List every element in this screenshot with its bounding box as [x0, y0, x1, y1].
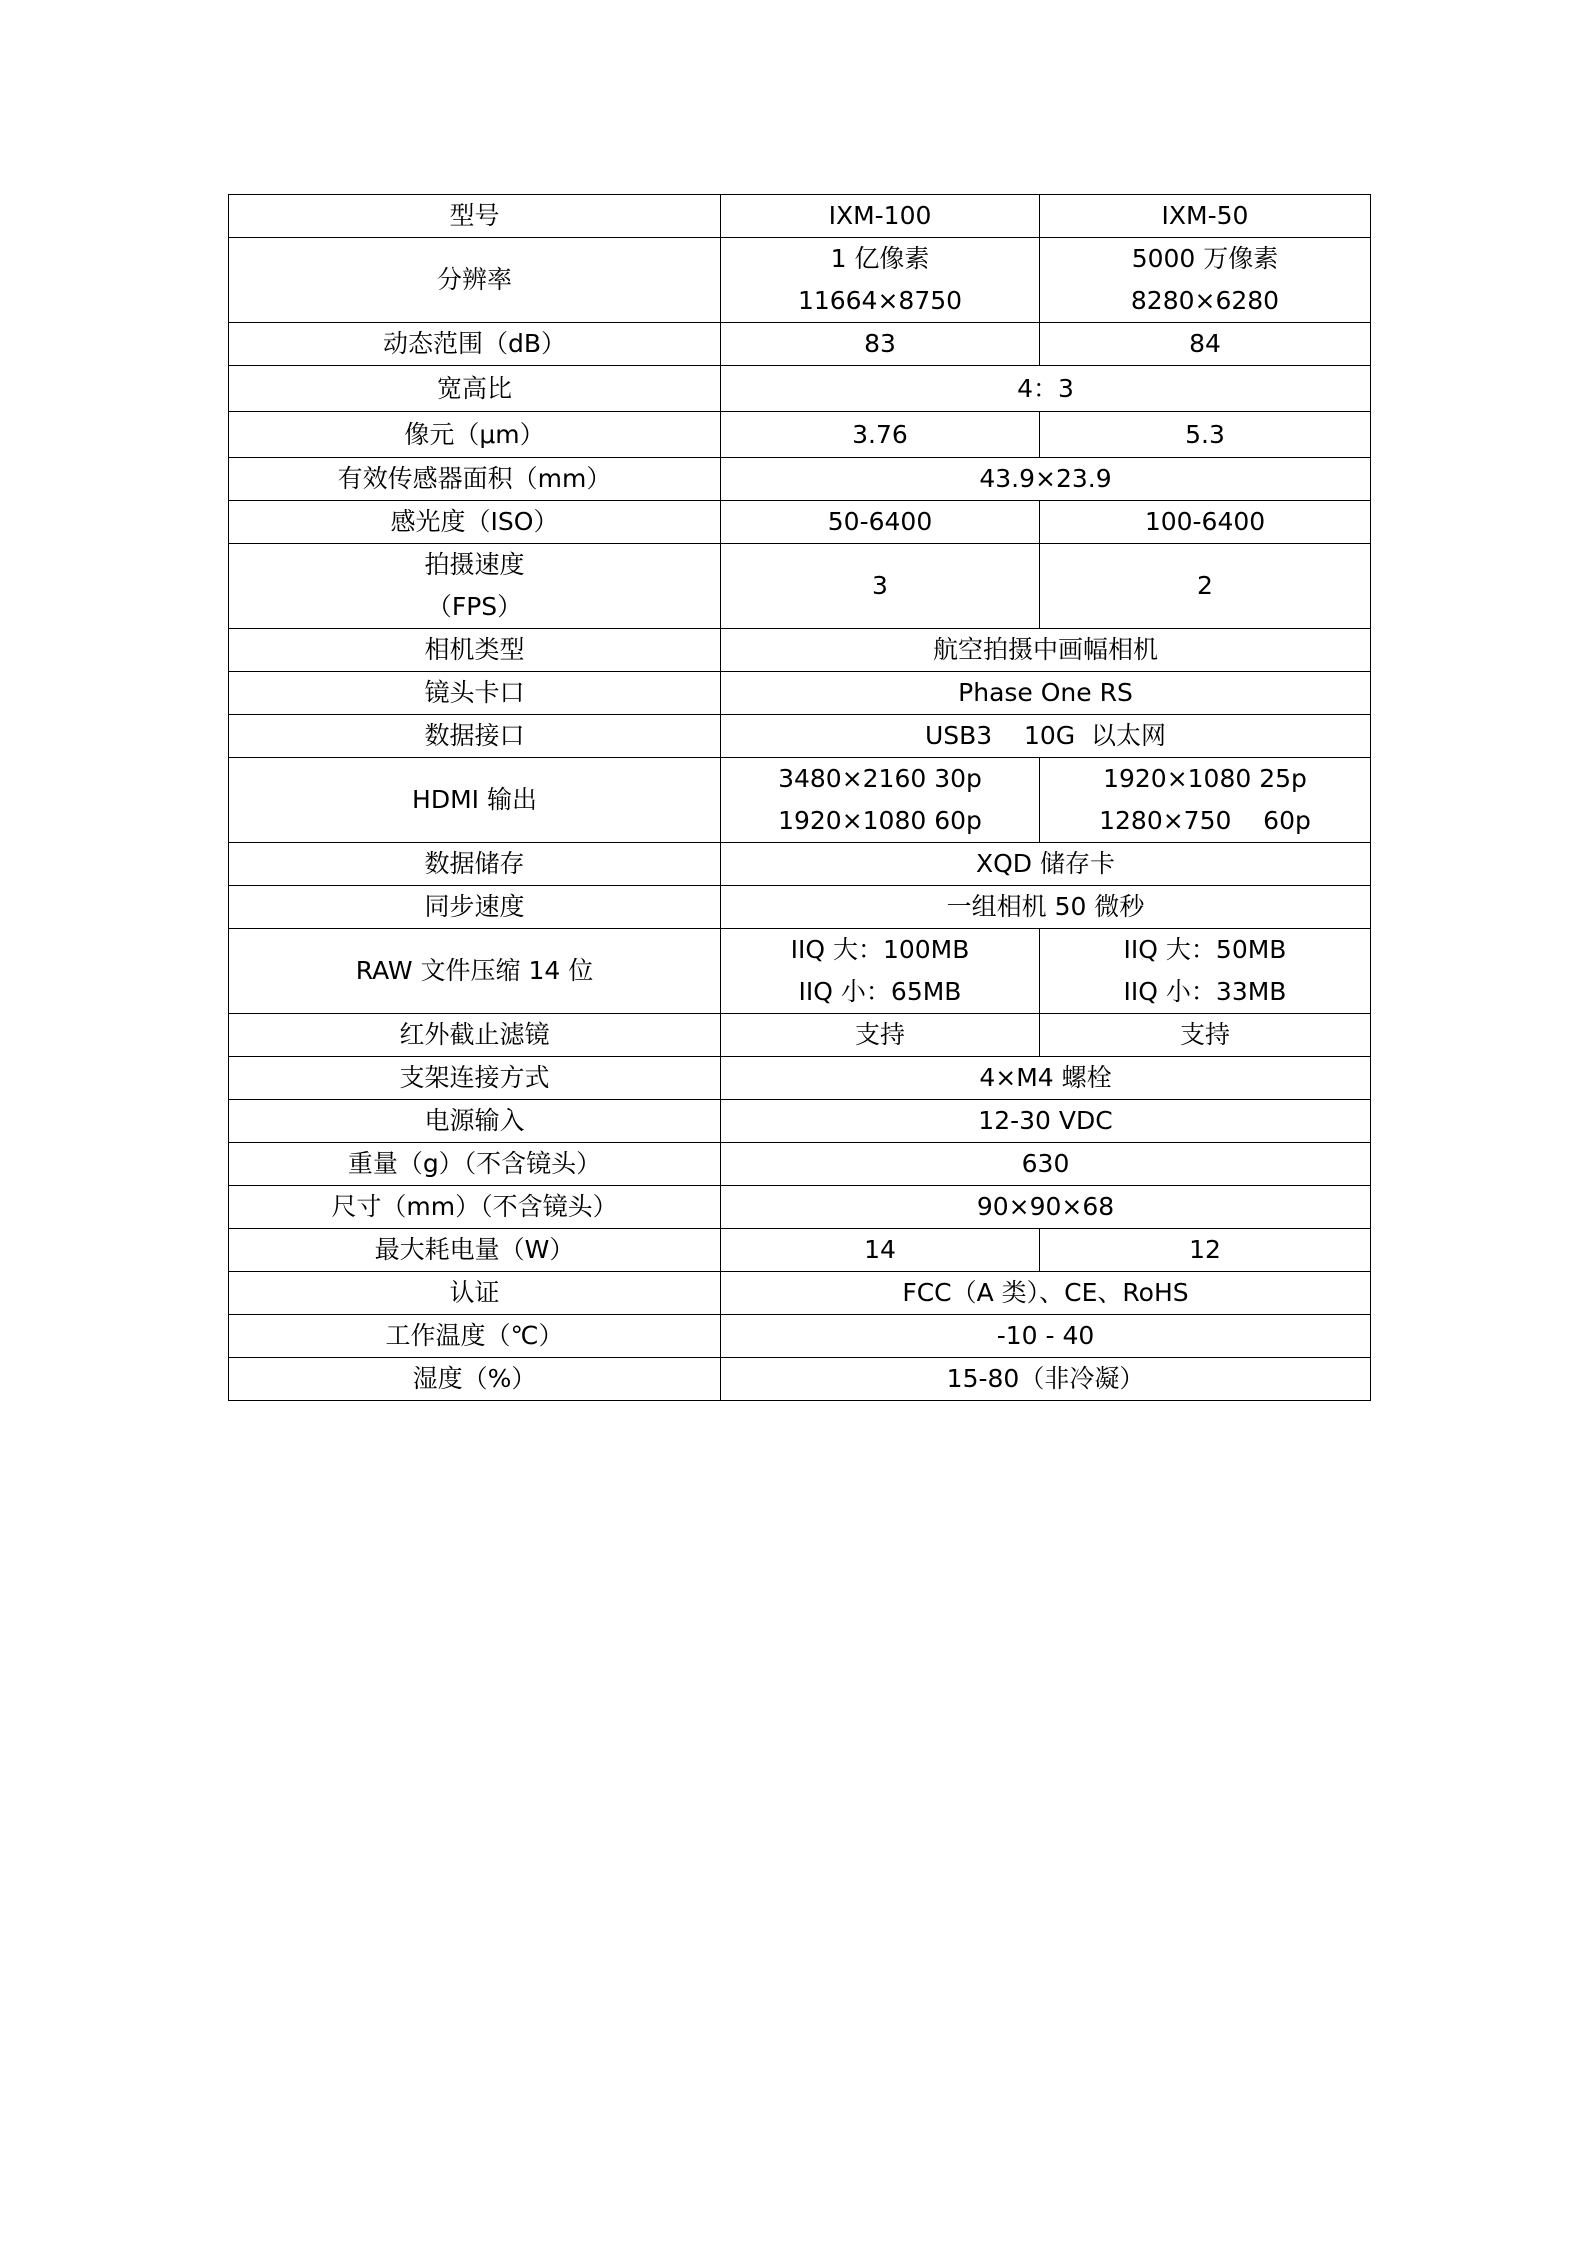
cell-merged: [721, 715, 1371, 758]
table-row-aspect-ratio: [229, 366, 1371, 412]
cell-b: 2: [1040, 544, 1371, 629]
cell-line: 8280×6280: [1130, 286, 1280, 315]
table-row-weight: [229, 1143, 1371, 1186]
label-line: 拍摄速度: [424, 550, 525, 579]
row-label: 湿度（%）: [229, 1358, 721, 1401]
table-row-fps: [229, 544, 1371, 629]
cell-a: 83: [721, 323, 1040, 366]
label-line: （FPS）: [426, 592, 523, 621]
cell-merged: 12-30 VDC: [721, 1100, 1371, 1143]
row-label: 电源输入: [229, 1100, 721, 1143]
table-row-certification: [229, 1272, 1371, 1315]
cell-text: USB3 10G 以太网: [924, 721, 1167, 750]
row-label: 分辨率: [229, 238, 721, 323]
table-row-mount: [229, 1057, 1371, 1100]
cell-line: IIQ 小：33MB: [1123, 977, 1287, 1006]
row-label: 尺寸（mm）（不含镜头）: [229, 1186, 721, 1229]
row-label: RAW 文件压缩 14 位: [229, 929, 721, 1014]
cell-merged: 630: [721, 1143, 1371, 1186]
row-label: 镜头卡口: [229, 672, 721, 715]
cell-line: 1 亿像素: [830, 244, 930, 273]
cell-merged: 4×M4 螺栓: [721, 1057, 1371, 1100]
row-label: HDMI 输出: [229, 758, 721, 843]
cell-line: 3480×2160 30p: [778, 764, 982, 793]
cell-a: [721, 238, 1040, 323]
table-row-sync-speed: [229, 886, 1371, 929]
cell-merged: 一组相机 50 微秒: [721, 886, 1371, 929]
cell-a: 3: [721, 544, 1040, 629]
cell-b: 84: [1040, 323, 1371, 366]
cell-merged: 航空拍摄中画幅相机: [721, 629, 1371, 672]
row-label: 有效传感器面积（mm）: [229, 458, 721, 501]
cell-a: [721, 758, 1040, 843]
table-row-pixel-size: [229, 412, 1371, 458]
cell-b: 支持: [1040, 1014, 1371, 1057]
cell-b: 12: [1040, 1229, 1371, 1272]
cell-a: 3.76: [721, 412, 1040, 458]
cell-a: 14: [721, 1229, 1040, 1272]
cell-a: 50-6400: [721, 501, 1040, 544]
cell-merged: 43.9×23.9: [721, 458, 1371, 501]
table-row-raw: [229, 929, 1371, 1014]
cell-merged: XQD 储存卡: [721, 843, 1371, 886]
cell-line: IIQ 大：50MB: [1123, 935, 1287, 964]
table-row-hdmi: [229, 758, 1371, 843]
cell-b: 100-6400: [1040, 501, 1371, 544]
table-row-power-input: [229, 1100, 1371, 1143]
cell-line: 1920×1080 25p: [1103, 764, 1307, 793]
row-label: 同步速度: [229, 886, 721, 929]
cell-line: IIQ 小：65MB: [798, 977, 962, 1006]
table-row-dynamic-range: [229, 323, 1371, 366]
table-row-max-power: [229, 1229, 1371, 1272]
cell-b: [1040, 929, 1371, 1014]
table-row-lens-mount: [229, 672, 1371, 715]
table-row-humidity: [229, 1358, 1371, 1401]
row-label: 型号: [229, 195, 721, 238]
table-row-iso: [229, 501, 1371, 544]
row-label: 宽高比: [229, 366, 721, 412]
spec-table: [228, 194, 1371, 1401]
row-label: 动态范围（dB）: [229, 323, 721, 366]
row-label: 像元（μm）: [229, 412, 721, 458]
table-row-sensor-area: [229, 458, 1371, 501]
table-row-dimensions: [229, 1186, 1371, 1229]
cell-line: 1920×1080 60p: [778, 806, 982, 835]
table-row-model: [229, 195, 1371, 238]
cell-merged: FCC（A 类）、CE、RoHS: [721, 1272, 1371, 1315]
cell-a: [721, 929, 1040, 1014]
row-label: 数据储存: [229, 843, 721, 886]
model-a-header: IXM-100: [721, 195, 1040, 238]
table-row-storage: [229, 843, 1371, 886]
row-label: 工作温度（℃）: [229, 1315, 721, 1358]
table-row-camera-type: [229, 629, 1371, 672]
row-label: 数据接口: [229, 715, 721, 758]
cell-b: 5.3: [1040, 412, 1371, 458]
cell-line: 11664×8750: [797, 286, 963, 315]
cell-merged: Phase One RS: [721, 672, 1371, 715]
cell-line: 1280×750 60p: [1099, 806, 1311, 835]
row-label: 重量（g）（不含镜头）: [229, 1143, 721, 1186]
cell-b: [1040, 758, 1371, 843]
table-row-operating-temp: [229, 1315, 1371, 1358]
cell-merged: -10 - 40: [721, 1315, 1371, 1358]
row-label: 感光度（ISO）: [229, 501, 721, 544]
model-b-header: IXM-50: [1040, 195, 1371, 238]
cell-line: IIQ 大：100MB: [790, 935, 970, 964]
cell-merged: 90×90×68: [721, 1186, 1371, 1229]
cell-b: [1040, 238, 1371, 323]
cell-line: 5000 万像素: [1131, 244, 1279, 273]
table-row-resolution: [229, 238, 1371, 323]
table-row-data-interface: [229, 715, 1371, 758]
row-label: 相机类型: [229, 629, 721, 672]
table-row-ir-filter: [229, 1014, 1371, 1057]
cell-merged: 4：3: [721, 366, 1371, 412]
cell-a: 支持: [721, 1014, 1040, 1057]
row-label: 支架连接方式: [229, 1057, 721, 1100]
row-label: [229, 544, 721, 629]
row-label: 最大耗电量（W）: [229, 1229, 721, 1272]
cell-merged: 15-80（非冷凝）: [721, 1358, 1371, 1401]
row-label: 认证: [229, 1272, 721, 1315]
row-label: 红外截止滤镜: [229, 1014, 721, 1057]
